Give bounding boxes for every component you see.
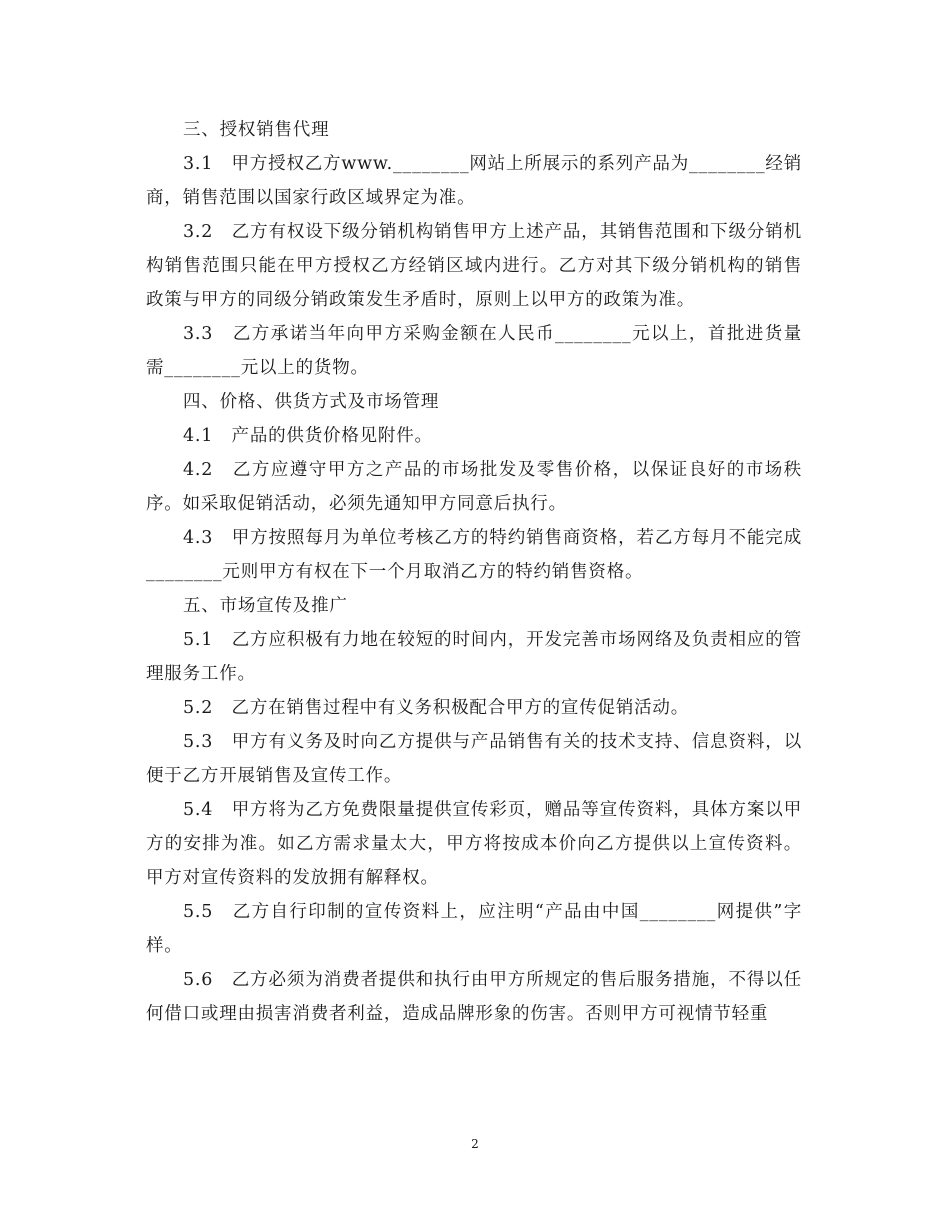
clause-5-5: 5.5 乙方自行印制的宣传资料上，应注明“产品由中国________网提供”字样。	[146, 902, 802, 956]
clause-5-6: 5.6 乙方必须为消费者提供和执行由甲方所规定的售后服务措施，不得以任何借口或理由损害消费者利益，造成品牌形象的伤害。否则甲方可视情节轻重	[146, 970, 802, 1024]
clause-3-2: 3.2 乙方有权设下级分销机构销售甲方上述产品，其销售范围和下级分销机构销售范围只能在甲方授权乙方经销区域内进行。乙方对其下级分销机构的销售政策与甲方的同级分销政策发生矛盾时，原则上以甲方的政策为准。	[146, 222, 802, 310]
clause-5-2: 5.2 乙方在销售过程中有义务积极配合甲方的宣传促销活动。	[183, 698, 690, 718]
section-heading-3: 三、授权销售代理	[183, 120, 330, 140]
clause-4-1: 4.1 产品的供货价格见附件。	[183, 426, 433, 446]
clause-5-3: 5.3 甲方有义务及时向乙方提供与产品销售有关的技术支持、信息资料，以便于乙方开展销售及宣传工作。	[146, 732, 802, 786]
clause-4-2: 4.2 乙方应遵守甲方之产品的市场批发及零售价格，以保证良好的市场秩序。如采取促销活动，必须先通知甲方同意后执行。	[146, 460, 802, 514]
clause-5-1: 5.1 乙方应积极有力地在较短的时间内，开发完善市场网络及负责相应的管理服务工作。	[146, 630, 802, 684]
clause-3-1: 3.1 甲方授权乙方www.________网站上所展示的系列产品为________经销商，销售范围以国家行政区域界定为准。	[146, 154, 802, 208]
clause-3-3: 3.3 乙方承诺当年向甲方采购金额在人民币________元以上，首批进货量需________元以上的货物。	[146, 324, 802, 378]
section-heading-4: 四、价格、供货方式及市场管理	[183, 392, 440, 412]
page-number: 2	[471, 1137, 479, 1151]
section-heading-5: 五、市场宣传及推广	[183, 596, 348, 616]
clause-4-3: 4.3 甲方按照每月为单位考核乙方的特约销售商资格，若乙方每月不能完成________元则甲方有权在下一个月取消乙方的特约销售资格。	[146, 528, 802, 582]
clause-5-4: 5.4 甲方将为乙方免费限量提供宣传彩页，赠品等宣传资料，具体方案以甲方的安排为准。如乙方需求量太大，甲方将按成本价向乙方提供以上宣传资料。甲方对宣传资料的发放拥有解释权。	[146, 800, 802, 888]
document-body	[146, 113, 802, 1031]
